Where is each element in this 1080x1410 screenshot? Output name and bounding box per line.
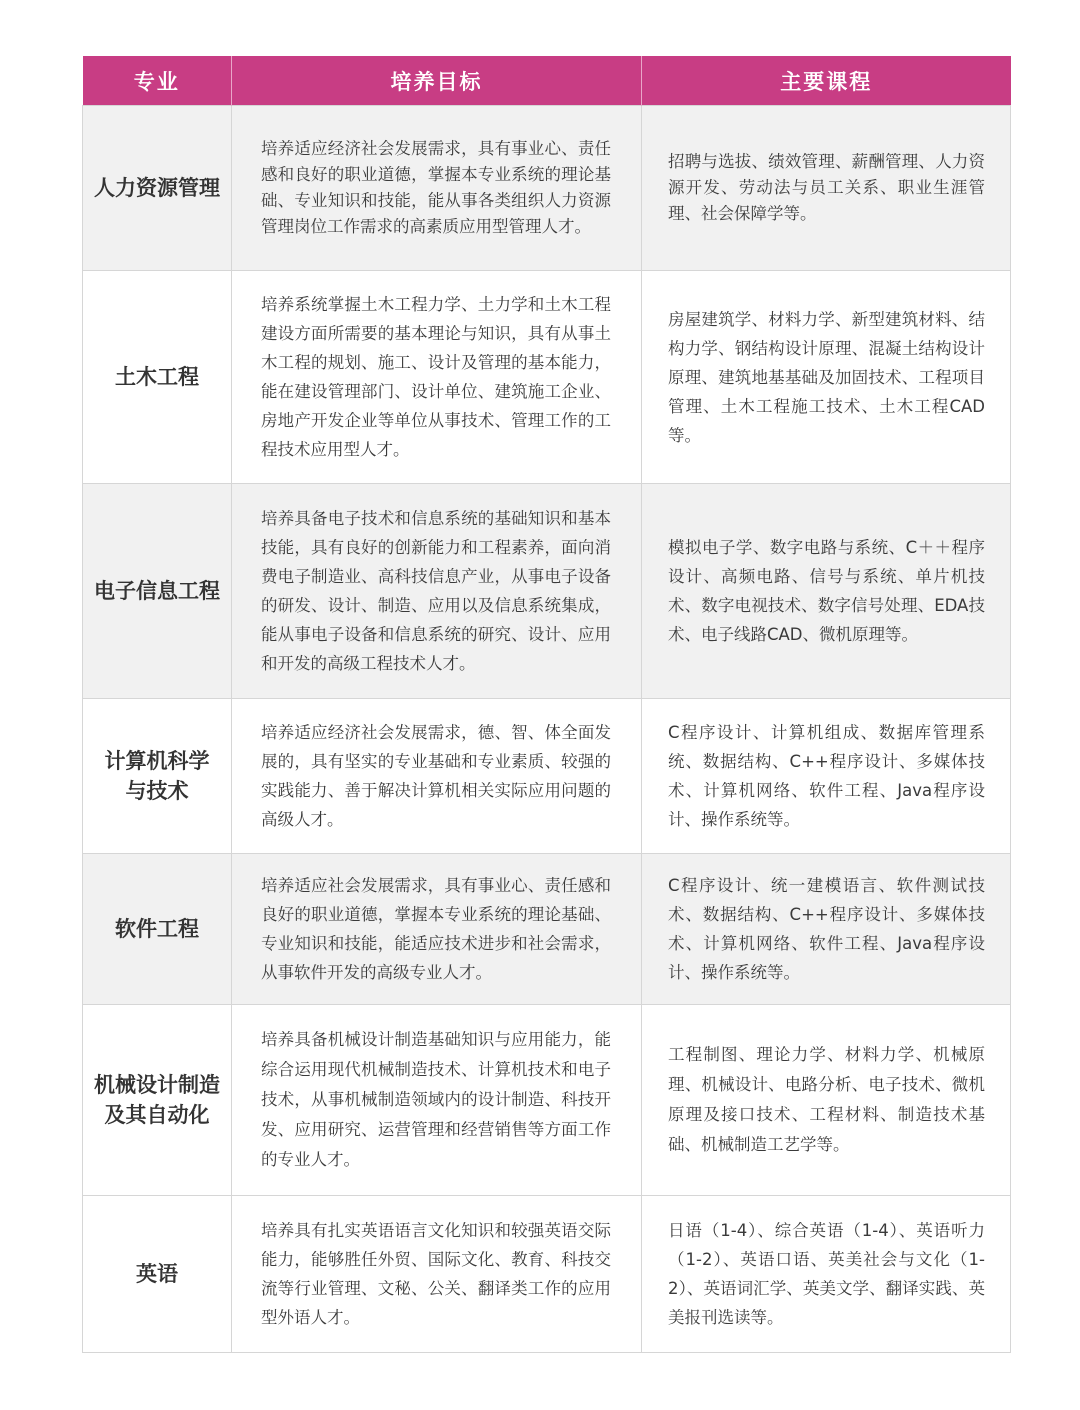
major-name [83,699,232,854]
training-goal: 培养具有扎实英语语言文化知识和较强英语交际能力，能够胜任外贸、国际文化、教育、科技交流等行业管理、文秘、公关、翻译类工作的应用型外语人才。 [232,1196,642,1353]
training-goal: 培养具备电子技术和信息系统的基础知识和基本技能，具有良好的创新能力和工程素养，面向消费电子制造业、高科技信息产业，从事电子设备的研发、设计、制造、应用以及信息系统集成，能从事电子设备和信息系统的研究、设计、应用和开发的高级工程技术人才。 [232,484,642,699]
table-header [83,56,1011,106]
main-courses: C程序设计、计算机组成、数据库管理系统、数据结构、C++程序设计、多媒体技术、计算机网络、软件工程、Java程序设计、操作系统等。 [642,699,1011,854]
table-row [83,699,1011,854]
main-courses: 模拟电子学、数字电路与系统、C＋＋程序设计、高频电路、信号与系统、单片机技术、数字电视技术、数字信号处理、EDA技术、电子线路CAD、微机原理等。 [642,484,1011,699]
major-name: 软件工程 [83,854,232,1005]
major-name-line: 与技术 [125,779,189,803]
major-name [83,1005,232,1196]
main-courses: 房屋建筑学、材料力学、新型建筑材料、结构力学、钢结构设计原理、混凝土结构设计原理、建筑地基基础及加固技术、工程项目管理、土木工程施工技术、土木工程CAD等。 [642,271,1011,484]
major-name: 英语 [83,1196,232,1353]
main-courses: 工程制图、理论力学、材料力学、机械原理、机械设计、电路分析、电子技术、微机原理及接口技术、工程材料、制造技术基础、机械制造工艺学等。 [642,1005,1011,1196]
major-name: 土木工程 [83,271,232,484]
training-goal: 培养适应经济社会发展需求，具有事业心、责任感和良好的职业道德，掌握本专业系统的理论基础、专业知识和技能，能从事各类组织人力资源管理岗位工作需求的高素质应用型管理人才。 [232,106,642,271]
major-name-line: 计算机科学 [104,749,210,773]
table-row [83,854,1011,1005]
header-row [83,56,1011,106]
main-courses: 招聘与选拔、绩效管理、薪酬管理、人力资源开发、劳动法与员工关系、职业生涯管理、社会保障学等。 [642,106,1011,271]
major-name: 电子信息工程 [83,484,232,699]
major-name: 人力资源管理 [83,106,232,271]
training-goal: 培养具备机械设计制造基础知识与应用能力，能综合运用现代机械制造技术、计算机技术和电子技术，从事机械制造领域内的设计制造、科技开发、应用研究、运营管理和经营销售等方面工作的专业人才。 [232,1005,642,1196]
table-body [83,106,1011,1353]
table-row [83,484,1011,699]
table-row [83,1196,1011,1353]
major-name-line: 机械设计制造 [94,1073,220,1097]
main-courses: C程序设计、统一建模语言、软件测试技术、数据结构、C++程序设计、多媒体技术、计算机网络、软件工程、Java程序设计、操作系统等。 [642,854,1011,1005]
training-goal: 培养系统掌握土木工程力学、土力学和土木工程建设方面所需要的基本理论与知识，具有从事土木工程的规划、施工、设计及管理的基本能力，能在建设管理部门、设计单位、建筑施工企业、房地产开发企业等单位从事技术、管理工作的工程技术应用型人才。 [232,271,642,484]
header-major: 专业 [83,56,232,106]
main-courses: 日语（1-4）、综合英语（1-4）、英语听力（1-2）、英语口语、英美社会与文化（1-2）、英语词汇学、英美文学、翻译实践、英美报刊选读等。 [642,1196,1011,1353]
training-goal: 培养适应社会发展需求，具有事业心、责任感和良好的职业道德，掌握本专业系统的理论基础、专业知识和技能，能适应技术进步和社会需求，从事软件开发的高级专业人才。 [232,854,642,1005]
majors-table-container [82,56,1010,1353]
header-goal: 培养目标 [232,56,642,106]
training-goal: 培养适应经济社会发展需求，德、智、体全面发展的，具有坚实的专业基础和专业素质、较强的实践能力、善于解决计算机相关实际应用问题的高级人才。 [232,699,642,854]
table-row [83,1005,1011,1196]
table-row [83,106,1011,271]
major-name-line: 及其自动化 [104,1103,210,1127]
header-courses: 主要课程 [642,56,1011,106]
majors-table [82,56,1011,1353]
table-row [83,271,1011,484]
